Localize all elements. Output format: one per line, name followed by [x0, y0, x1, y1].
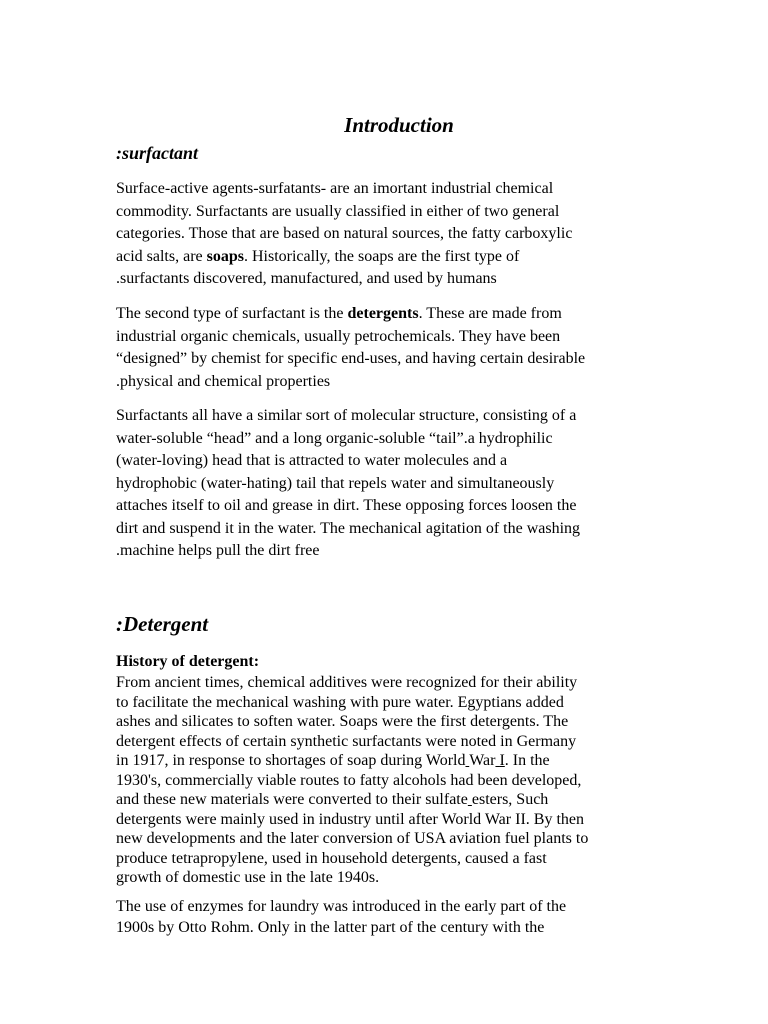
text-line: .surfactants discovered, manufactured, and used by humans — [116, 270, 497, 287]
text-line: Surfactants all have a similar sort of molecular structure, consisting of a — [116, 407, 577, 424]
text-line: new developments and the later conversion of USA aviation fuel plants to — [116, 830, 589, 847]
page-title: Introduction — [344, 113, 454, 137]
text-line: produce tetrapropylene, used in household detergents, caused a fast — [116, 849, 547, 867]
text-line: From ancient times, chemical additives were recognized for their ability — [116, 674, 578, 691]
text-line: growth of domestic use in the late 1940s. — [116, 869, 380, 886]
text-run: in 1917, in response to shortages of soap during World — [116, 752, 466, 769]
text-line: attaches itself to oil and grease in dirt. These opposing forces loosen the — [116, 497, 577, 514]
surfactant-heading: :surfactant — [116, 143, 199, 163]
text-line: .physical and chemical properties — [116, 372, 331, 390]
bold-term-detergents: detergents — [347, 305, 419, 322]
text-line: hydrophobic (water-hating) tail that repels water and simultaneously — [116, 474, 555, 492]
text-line: detergent effects of certain synthetic surfactants were noted in Germany — [116, 732, 577, 750]
text-run: . In the — [504, 752, 550, 769]
text-line: water-soluble “head” and a long organic-soluble “tail”.a hydrophilic — [116, 429, 553, 447]
text-line — [116, 790, 588, 810]
text-line: 1930's, commercially viable routes to fatty alcohols had been developed, — [116, 771, 582, 789]
text-run: . These are made from — [418, 305, 562, 322]
text-run: War — [469, 752, 496, 769]
text-line: .machine helps pull the dirt free — [116, 542, 320, 559]
text-line — [116, 303, 585, 326]
text-run: esters, Such — [471, 791, 549, 808]
paragraph-molecular-structure — [116, 405, 580, 563]
paragraph-surfactants-intro — [116, 178, 572, 291]
text-line: Surface-active agents-surfatants- are an imortant industrial chemical — [116, 180, 554, 197]
text-line: dirt and suspend it in the water. The mechanical agitation of the washing — [116, 519, 581, 537]
text-line: ashes and silicates to soften water. Soaps were the first detergents. The — [116, 713, 569, 730]
text-run: The second type of surfactant is the — [116, 305, 348, 322]
text-line: commodity. Surfactants are usually classified in either of two general — [116, 202, 560, 220]
underlined-numeral: I — [499, 752, 505, 769]
bold-term-soaps: soaps — [206, 247, 244, 265]
text-line — [116, 246, 572, 269]
text-line: “designed” by chemist for specific end-uses, and having certain desirable — [116, 350, 586, 367]
text-line: The use of enzymes for laundry was introduced in the early part of the — [116, 898, 567, 915]
text-line: categories. Those that are based on natural sources, the fatty carboxylic — [116, 225, 573, 242]
text-line: industrial organic chemicals, usually petrochemicals. They have been — [116, 327, 561, 345]
text-line — [116, 751, 588, 771]
text-run: . Historically, the soaps are the first type of — [243, 247, 520, 265]
paragraph-history — [116, 673, 588, 888]
text-line: detergents were mainly used in industry until after World War II. By then — [116, 810, 584, 828]
paragraph-enzymes — [116, 896, 566, 938]
text-run: and these new materials were converted to their sulfate — [116, 791, 468, 808]
text-line: to facilitate the mechanical washing with pure water. Egyptians added — [116, 693, 564, 711]
text-line: 1900s by Otto Rohm. Only in the latter part of the century with the — [116, 919, 545, 936]
history-subheading: History of detergent: — [116, 653, 260, 670]
paragraph-detergents-type — [116, 303, 585, 393]
detergent-heading: :Detergent — [116, 612, 209, 636]
text-line: (water-loving) head that is attracted to water molecules and a — [116, 452, 508, 469]
text-run: acid salts, are — [116, 247, 207, 265]
